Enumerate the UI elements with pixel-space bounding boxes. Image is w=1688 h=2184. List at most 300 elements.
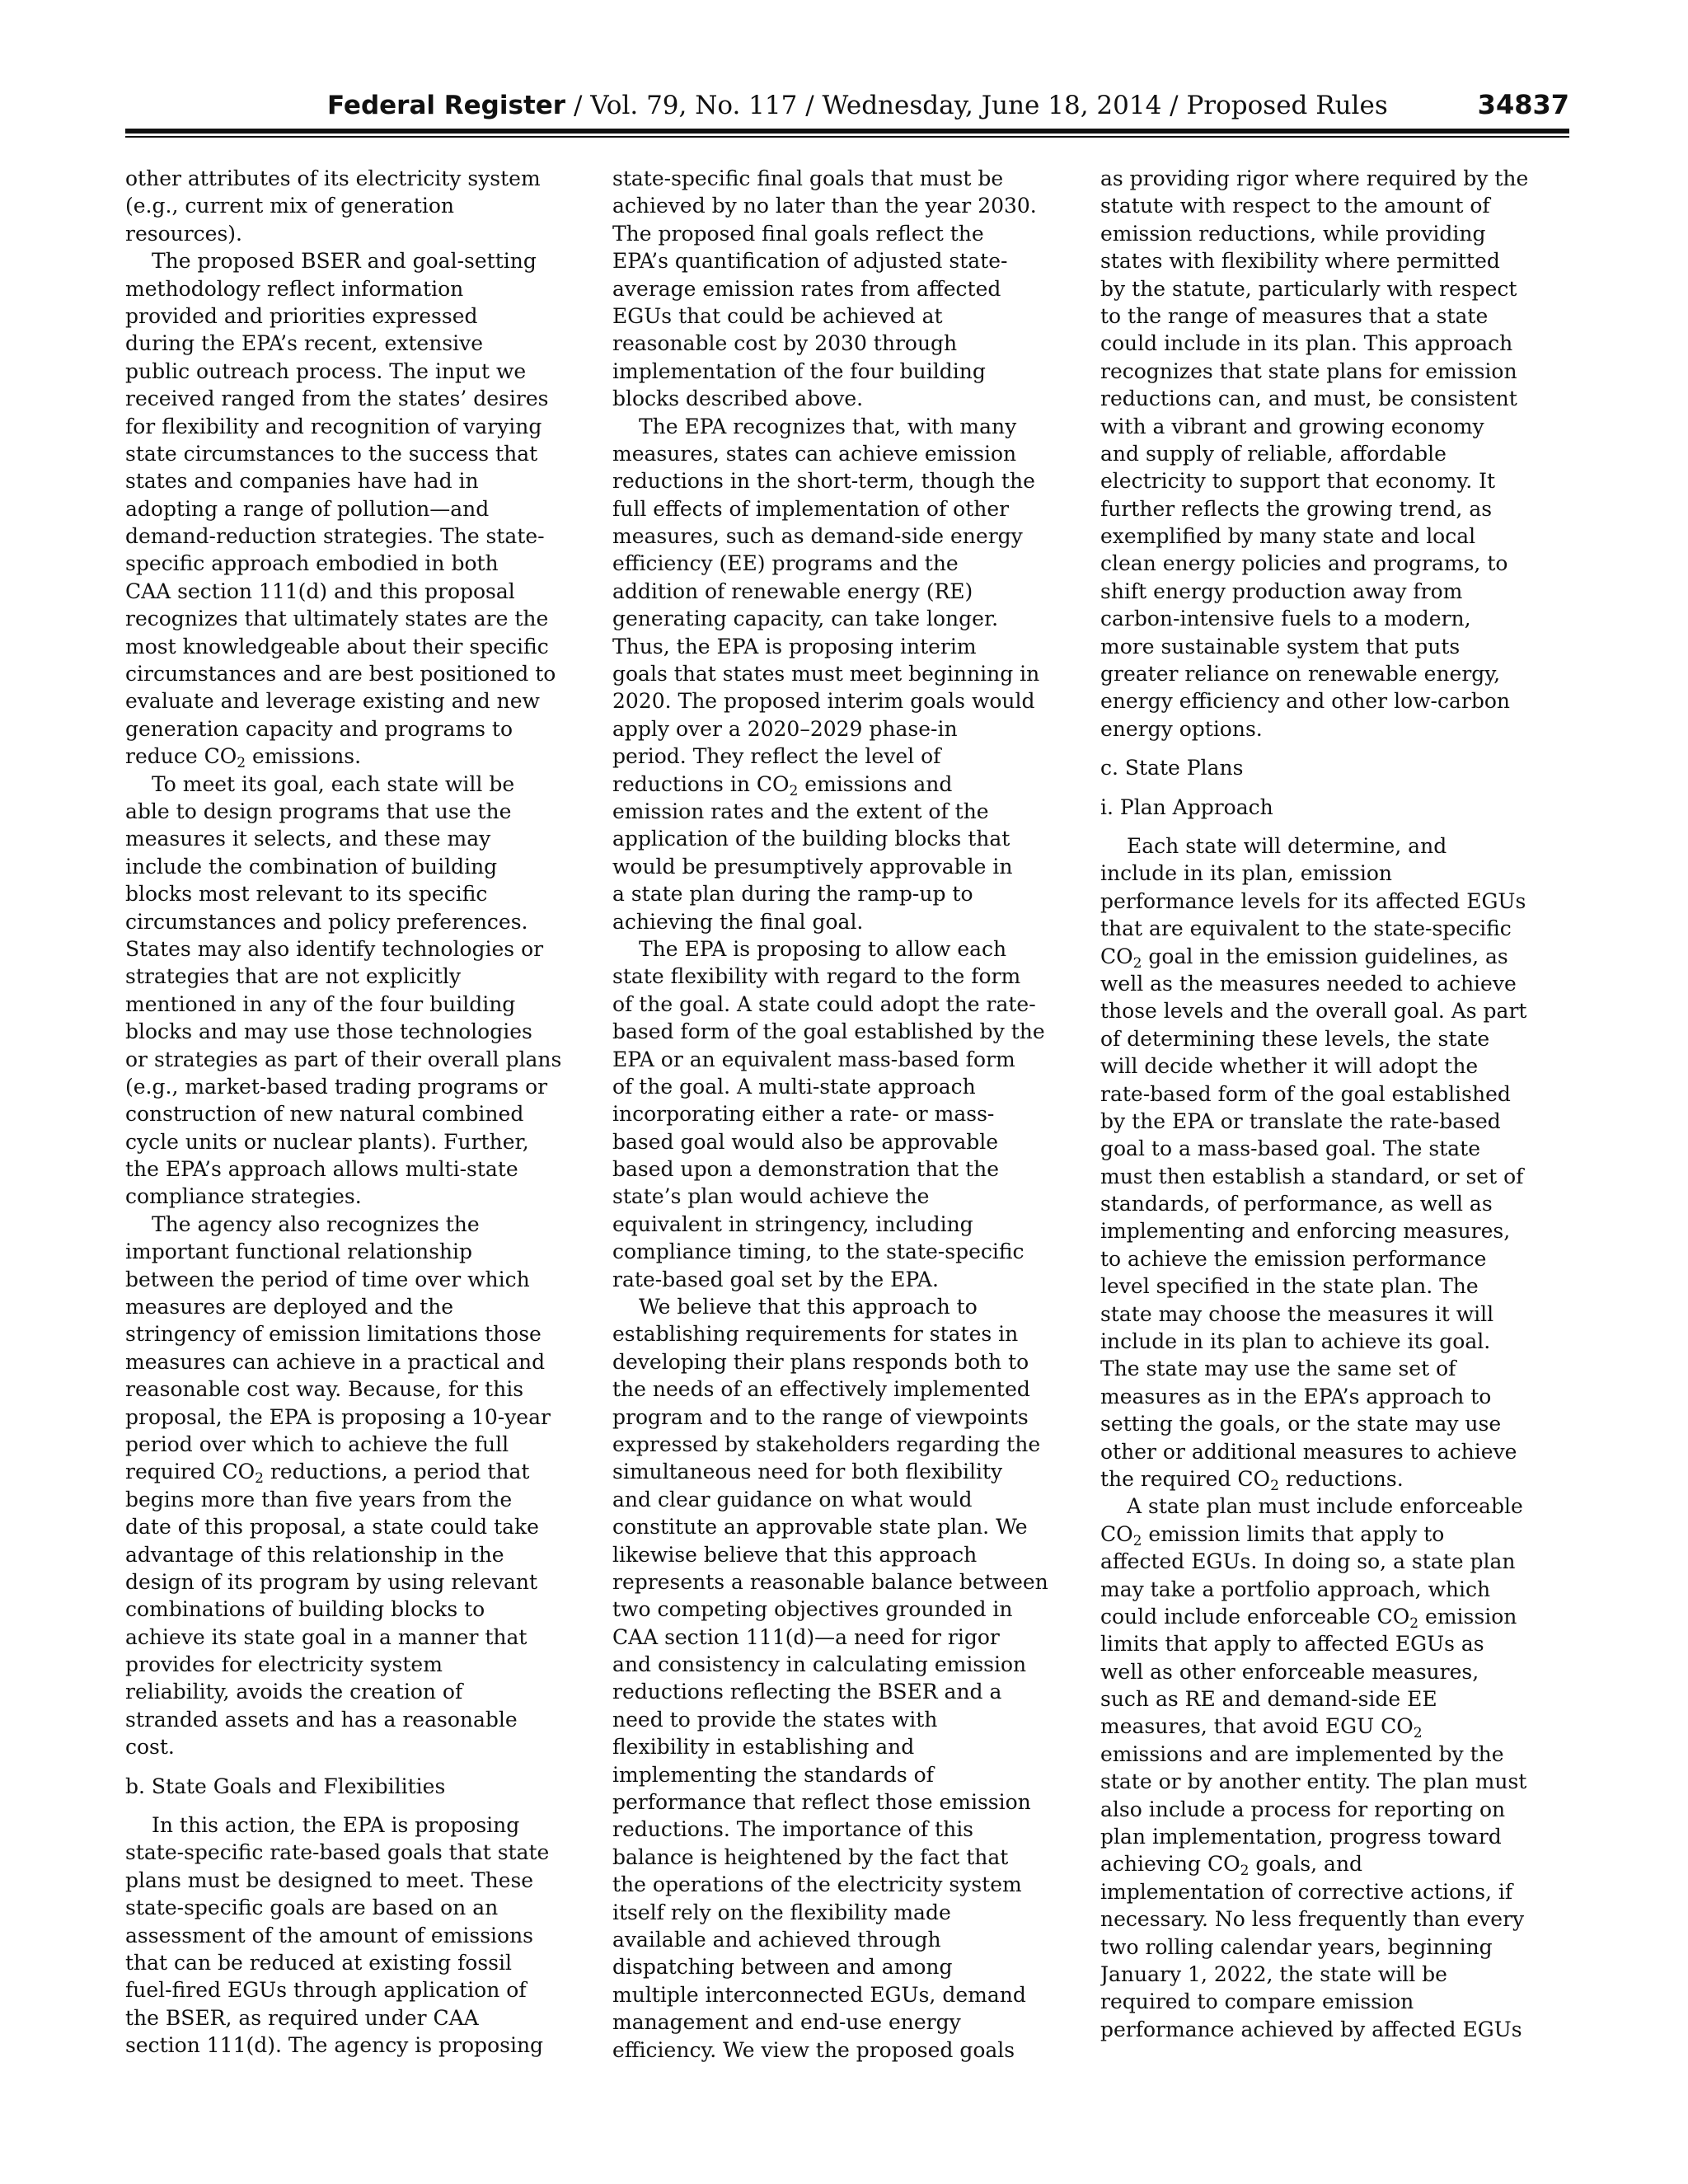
text-line	[1100, 1135, 1554, 1162]
text-line	[1100, 302, 1554, 330]
text-line	[1100, 1768, 1554, 1795]
text-line	[1100, 1630, 1554, 1657]
text-line	[612, 385, 1066, 412]
text-run: simultaneous need for both flexibility	[612, 1460, 1003, 1484]
text-run: management and end-use energy	[612, 2010, 961, 2035]
text-line	[125, 247, 579, 274]
text-run: adopting a range of pollution—and	[125, 496, 490, 521]
text-run: CO	[1100, 944, 1133, 968]
text-line	[1100, 495, 1554, 523]
text-run: emission rates and the extent of the	[612, 799, 989, 823]
text-run: must then establish a standard, or set of	[1100, 1164, 1524, 1188]
text-line	[125, 1624, 579, 1651]
text-line	[612, 1596, 1066, 1623]
text-run: measures as in the EPA’s approach to	[1100, 1384, 1492, 1408]
header-volume: Vol. 79, No. 117	[590, 91, 798, 120]
text-run: will decide whether it will adopt the	[1100, 1054, 1479, 1079]
text-line	[612, 1871, 1066, 1898]
text-run: combinations of building blocks to	[125, 1597, 485, 1622]
text-run: of the goal. A multi-state approach	[612, 1074, 976, 1099]
spacer	[125, 1761, 579, 1773]
text-line	[125, 275, 579, 302]
text-line	[612, 2036, 1066, 2064]
text-line	[125, 1773, 579, 1800]
text-line	[612, 1953, 1066, 1980]
text-line	[125, 908, 579, 935]
page-header	[125, 87, 1569, 130]
text-line	[125, 1046, 579, 1073]
text-run: well as the measures needed to achieve	[1100, 971, 1517, 996]
text-run: required to compare emission	[1100, 1990, 1414, 2014]
text-run: electricity to support that economy. It	[1100, 469, 1496, 494]
text-run: reductions reflecting the BSER and a	[612, 1680, 1002, 1704]
header-date: Wednesday, June 18, 2014	[822, 91, 1162, 120]
text-run: states with flexibility where permitted	[1100, 249, 1500, 274]
text-run: measures, such as demand-side energy	[612, 524, 1023, 549]
text-run: state flexibility with regard to the form	[612, 964, 1021, 989]
subscript: 2	[1240, 1863, 1250, 1880]
text-run: necessary. No less frequently than every	[1100, 1907, 1525, 1932]
text-line	[125, 1867, 579, 1894]
text-run: establishing requirements for states in	[612, 1322, 1019, 1347]
text-run: i. Plan Approach	[1100, 794, 1273, 819]
text-line	[612, 908, 1066, 935]
text-run: c. State Plans	[1100, 756, 1244, 780]
text-line	[1100, 1108, 1554, 1135]
text-run: include in its plan, emission	[1100, 861, 1393, 886]
text-run: itself rely on the flexibility made	[612, 1900, 951, 1924]
text-line	[1100, 165, 1554, 192]
text-run: evaluate and leverage existing and new	[125, 689, 540, 714]
text-run: implementation of corrective actions, if	[1100, 1879, 1513, 1904]
text-line	[125, 2004, 579, 2032]
text-run: clean energy policies and programs, to	[1100, 551, 1508, 576]
text-line	[1100, 1961, 1554, 1988]
text-line	[125, 578, 579, 605]
text-line	[612, 1183, 1066, 1210]
text-line	[1100, 1713, 1554, 1740]
text-run: To meet its goal, each state will be	[152, 771, 515, 796]
text-run: reduce CO	[125, 744, 237, 769]
text-run: Thus, the EPA is proposing interim	[612, 634, 977, 658]
text-run: by the EPA or translate the rate-based	[1100, 1108, 1501, 1133]
text-line	[612, 523, 1066, 550]
text-run: The proposed final goals reflect the	[612, 221, 984, 246]
text-line	[612, 495, 1066, 523]
text-line	[125, 165, 579, 192]
text-run: state or by another entity. The plan must	[1100, 1769, 1527, 1794]
text-run: rate-based form of the goal established	[1100, 1081, 1511, 1106]
text-run: States may also identify technologies or	[125, 936, 544, 961]
text-line	[612, 1568, 1066, 1596]
text-run: and supply of reliable, affordable	[1100, 441, 1447, 466]
text-run: goals, and	[1249, 1852, 1363, 1877]
text-run: level specified in the state plan. The	[1100, 1274, 1479, 1299]
text-line	[1100, 1521, 1554, 1548]
text-run: plans must be designed to meet. These	[125, 1868, 534, 1892]
header-publication: Federal Register	[327, 91, 566, 120]
text-run: emissions and	[798, 771, 953, 796]
text-line	[1100, 1052, 1554, 1080]
text-line	[125, 715, 579, 743]
text-line	[1100, 1245, 1554, 1272]
text-line	[1100, 1741, 1554, 1768]
text-line	[125, 1431, 579, 1458]
text-line	[1100, 385, 1554, 412]
text-run: full effects of implementation of other	[612, 496, 1010, 521]
text-run: developing their plans responds both to	[612, 1349, 1029, 1374]
text-line	[1100, 358, 1554, 385]
text-line	[1100, 715, 1554, 743]
spacer	[125, 1800, 579, 1811]
text-run: The state may use the same set of	[1100, 1357, 1456, 1381]
text-line	[612, 1513, 1066, 1540]
subscript: 2	[255, 1470, 264, 1488]
text-line	[1100, 1217, 1554, 1244]
text-line	[612, 771, 1066, 798]
subscript: 2	[1409, 1615, 1419, 1632]
text-run: public outreach process. The input we	[125, 359, 527, 383]
text-line	[1100, 1603, 1554, 1630]
text-line	[612, 2008, 1066, 2036]
text-run: We believe that this approach to	[639, 1295, 978, 1319]
text-run: goal to a mass-based goal. The state	[1100, 1137, 1480, 1161]
subscript: 2	[789, 782, 799, 799]
text-run: b. State Goals and Flexibilities	[125, 1774, 446, 1798]
text-run: carbon-intensive fuels to a modern,	[1100, 607, 1471, 631]
text-line	[1100, 1190, 1554, 1217]
text-line	[1100, 523, 1554, 550]
text-run: states and companies have had in	[125, 469, 479, 494]
text-line	[612, 1018, 1066, 1045]
text-run: standards, of performance, as well as	[1100, 1192, 1493, 1216]
text-run: measures are deployed and the	[125, 1295, 454, 1319]
text-run: stranded assets and has a reasonable	[125, 1707, 518, 1732]
text-run: rate-based goal set by the EPA.	[612, 1267, 939, 1291]
text-line	[612, 687, 1066, 715]
text-line	[125, 825, 579, 852]
text-line	[125, 1651, 579, 1678]
text-line	[125, 1976, 579, 2004]
text-run: demand-reduction strategies. The state-	[125, 524, 545, 549]
text-line	[612, 440, 1066, 467]
text-run: The EPA recognizes that, with many	[639, 414, 1017, 438]
header-page-number: 34837	[1477, 89, 1569, 120]
text-run: such as RE and demand-side EE	[1100, 1687, 1437, 1712]
text-line	[1100, 1465, 1554, 1493]
text-line	[612, 1651, 1066, 1678]
text-line	[125, 1839, 579, 1866]
text-line	[125, 1128, 579, 1155]
text-run: limits that apply to affected EGUs as	[1100, 1632, 1484, 1657]
text-line	[1100, 1410, 1554, 1437]
text-line	[125, 1458, 579, 1488]
text-line	[612, 633, 1066, 660]
text-line	[125, 1018, 579, 1045]
text-run: resources).	[125, 221, 243, 246]
text-line	[1100, 1988, 1554, 2015]
text-line	[612, 880, 1066, 907]
text-line	[612, 1706, 1066, 1733]
text-line	[1100, 1878, 1554, 1905]
text-run: of determining these levels, the state	[1100, 1026, 1490, 1051]
text-run: also include a process for reporting on	[1100, 1797, 1506, 1821]
text-line	[612, 715, 1066, 743]
text-line	[612, 1100, 1066, 1127]
text-line	[612, 1431, 1066, 1458]
text-run: the EPA’s approach allows multi-state	[125, 1157, 518, 1182]
text-run: reductions, a period that	[264, 1460, 530, 1484]
text-line	[612, 660, 1066, 687]
text-line	[1100, 660, 1554, 687]
text-run: The proposed BSER and goal-setting	[152, 249, 537, 274]
text-column-3	[1100, 165, 1554, 2043]
text-run: CO	[1100, 1521, 1133, 1546]
text-run: affected EGUs. In doing so, a state plan	[1100, 1549, 1516, 1574]
text-run: reductions.	[1278, 1466, 1404, 1491]
text-line	[125, 1541, 579, 1568]
text-line	[1100, 943, 1554, 970]
text-run: reductions. The importance of this	[612, 1817, 974, 1842]
text-line	[125, 1293, 579, 1320]
text-run: compliance strategies.	[125, 1184, 362, 1209]
text-run: period. They reflect the level of	[612, 744, 941, 769]
text-line	[1100, 997, 1554, 1024]
text-run: measures can achieve in a practical and	[125, 1349, 546, 1374]
text-line	[1100, 860, 1554, 887]
text-line	[1100, 1685, 1554, 1713]
text-run: exemplified by many state and local	[1100, 524, 1476, 549]
text-line	[612, 935, 1066, 963]
text-line	[125, 1733, 579, 1760]
text-run: (e.g., current mix of generation	[125, 194, 454, 218]
text-line	[612, 1486, 1066, 1513]
text-run: during the EPA’s recent, extensive	[125, 331, 484, 356]
text-run: generating capacity, can take longer.	[612, 607, 999, 631]
text-line	[125, 385, 579, 412]
text-run: to achieve the emission performance	[1100, 1246, 1487, 1271]
text-run: goals that states must meet beginning in	[612, 662, 1040, 687]
text-line	[612, 192, 1066, 219]
text-line	[125, 1238, 579, 1265]
text-run: with a vibrant and growing economy	[1100, 414, 1484, 438]
header-citation: Federal Register / Vol. 79, No. 117 / Wednesday, June 18, 2014 / Proposed Rules	[327, 91, 1388, 120]
text-run: EGUs that could be achieved at	[612, 303, 943, 328]
text-line	[125, 2032, 579, 2059]
text-run: application of the building blocks that	[612, 827, 1010, 851]
text-run: the BSER, as required under CAA	[125, 2005, 479, 2030]
text-run: compliance timing, to the state-specific	[612, 1240, 1025, 1264]
text-line	[1100, 970, 1554, 997]
text-run: performance achieved by affected EGUs	[1100, 2017, 1522, 2041]
text-run: measures, that avoid EGU CO	[1100, 1714, 1414, 1739]
text-run: reasonable cost by 2030 through	[612, 331, 958, 356]
text-run: likewise believe that this approach	[612, 1542, 978, 1567]
text-run: provides for electricity system	[125, 1652, 443, 1677]
text-line	[125, 1404, 579, 1431]
text-run: as providing rigor where required by the	[1100, 166, 1529, 190]
text-line	[125, 1949, 579, 1976]
text-line	[612, 358, 1066, 385]
text-run: blocks and may use those technologies	[125, 1019, 532, 1044]
text-line	[612, 1155, 1066, 1183]
text-run: well as other enforceable measures,	[1100, 1659, 1479, 1684]
text-line	[612, 578, 1066, 605]
text-line	[125, 1596, 579, 1623]
text-run: energy options.	[1100, 716, 1263, 741]
text-run: shift energy production away from	[1100, 579, 1463, 603]
text-run: design of its program by using relevant	[125, 1569, 538, 1594]
text-line	[125, 1376, 579, 1403]
text-run: may take a portfolio approach, which	[1100, 1577, 1491, 1601]
text-line	[612, 825, 1066, 852]
text-run: fuel-fired EGUs through application of	[125, 1978, 527, 2003]
text-run: reductions in the short-term, though the	[612, 469, 1035, 494]
text-run: achieved by no later than the year 2030.	[612, 194, 1037, 218]
text-run: emission reductions, while providing	[1100, 221, 1486, 246]
text-run: could include enforceable CO	[1100, 1604, 1410, 1629]
text-line	[612, 1348, 1066, 1376]
text-run: efficiency. We view the proposed goals	[612, 2037, 1015, 2062]
text-run: achieve its state goal in a manner that	[125, 1624, 528, 1649]
text-run: implementing and enforcing measures,	[1100, 1219, 1511, 1244]
text-line	[612, 1899, 1066, 1926]
text-run: further reflects the growing trend, as	[1100, 496, 1493, 521]
header-rule-thick	[125, 129, 1569, 134]
text-line	[125, 1894, 579, 1921]
text-line	[612, 743, 1066, 770]
text-run: program and to the range of viewpoints	[612, 1404, 1029, 1429]
text-run: measures, states can achieve emission	[612, 441, 1017, 466]
text-line	[125, 771, 579, 798]
subscript: 2	[1132, 1532, 1142, 1549]
text-line	[612, 1788, 1066, 1816]
text-run: by the statute, particularly with respect	[1100, 276, 1517, 301]
text-run: In this action, the EPA is proposing	[152, 1813, 520, 1838]
text-run: received ranged from the states’ desires	[125, 387, 549, 411]
text-run: Each state will determine, and	[1127, 833, 1447, 858]
text-run: balance is heightened by the fact that	[612, 1844, 1009, 1869]
text-run: expressed by stakeholders regarding the	[612, 1432, 1041, 1456]
text-run: would be presumptively approvable in	[612, 854, 1013, 879]
text-line	[1100, 1301, 1554, 1328]
text-run: efficiency (EE) programs and the	[612, 551, 959, 576]
text-line	[1100, 578, 1554, 605]
text-line	[612, 798, 1066, 825]
text-line	[125, 1513, 579, 1540]
text-run: performance that reflect those emission	[612, 1790, 1031, 1815]
header-rule-thin	[125, 136, 1569, 138]
text-run: advantage of this relationship in the	[125, 1542, 504, 1567]
text-run: addition of renewable energy (RE)	[612, 579, 973, 603]
text-line	[612, 302, 1066, 330]
text-run: EPA’s quantification of adjusted state-	[612, 249, 1008, 274]
text-run: important functional relationship	[125, 1240, 473, 1264]
text-line	[1100, 1796, 1554, 1823]
text-line	[1100, 413, 1554, 440]
text-run: emissions.	[246, 744, 362, 769]
text-run: state-specific rate-based goals that state	[125, 1840, 550, 1865]
text-run: generation capacity and programs to	[125, 716, 513, 741]
text-line	[125, 1073, 579, 1100]
text-line	[612, 1293, 1066, 1320]
text-line	[1100, 440, 1554, 467]
subscript: 2	[1132, 954, 1142, 972]
text-line	[1100, 1933, 1554, 1961]
text-run: of the goal. A state could adopt the rate-	[612, 991, 1036, 1016]
subscript: 2	[1413, 1725, 1423, 1742]
text-run: blocks most relevant to its specific	[125, 882, 488, 907]
text-line	[125, 440, 579, 467]
text-line	[1100, 1438, 1554, 1465]
text-line	[125, 1211, 579, 1238]
subscript: 2	[1270, 1477, 1279, 1494]
text-line	[1100, 888, 1554, 915]
text-line	[125, 1922, 579, 1949]
text-line	[612, 853, 1066, 880]
text-line	[1100, 1658, 1554, 1685]
text-run: most knowledgeable about their specific	[125, 634, 549, 658]
text-line	[1100, 1080, 1554, 1108]
text-run: achieving CO	[1100, 1852, 1240, 1877]
text-line	[125, 743, 579, 770]
text-run: begins more than five years from the	[125, 1487, 513, 1511]
text-line	[612, 1541, 1066, 1568]
text-run: that are equivalent to the state-specific	[1100, 916, 1512, 941]
text-run: reductions in CO	[612, 771, 790, 796]
text-run: proposal, the EPA is proposing a 10-year	[125, 1404, 551, 1429]
text-line	[612, 247, 1066, 274]
text-run: apply over a 2020–2029 phase-in	[612, 716, 958, 741]
text-line	[612, 330, 1066, 357]
text-line	[612, 550, 1066, 577]
text-run: measures it selects, and these may	[125, 827, 491, 851]
text-line	[125, 1568, 579, 1596]
text-line	[612, 1266, 1066, 1293]
text-run: implementation of the four building	[612, 359, 986, 383]
text-run: two rolling calendar years, beginning	[1100, 1934, 1493, 1959]
text-line	[1100, 754, 1554, 781]
text-run: to the range of measures that a state	[1100, 303, 1489, 328]
text-run: required CO	[125, 1460, 256, 1484]
text-line	[1100, 1025, 1554, 1052]
text-line	[612, 1073, 1066, 1100]
text-line	[125, 330, 579, 357]
text-line	[1100, 1383, 1554, 1410]
text-line	[1100, 330, 1554, 357]
text-line	[1100, 794, 1554, 821]
text-run: or strategies as part of their overall plans	[125, 1047, 562, 1071]
text-line	[125, 192, 579, 219]
text-line	[612, 1238, 1066, 1265]
text-run: energy efficiency and other low-carbon	[1100, 689, 1510, 714]
text-run: those levels and the overall goal. As part	[1100, 999, 1527, 1024]
text-line	[125, 660, 579, 687]
text-run: The EPA is proposing to allow each	[639, 936, 1007, 961]
text-line	[612, 1624, 1066, 1651]
text-run: that can be reduced at existing fossil	[125, 1951, 513, 1975]
text-line	[125, 550, 579, 577]
text-line	[125, 1100, 579, 1127]
text-run: constitute an approvable state plan. We	[612, 1515, 1028, 1540]
text-line	[612, 1981, 1066, 2008]
header-section: Proposed Rules	[1186, 91, 1388, 120]
text-line	[612, 1046, 1066, 1073]
text-run: date of this proposal, a state could take	[125, 1515, 539, 1540]
text-line	[125, 1266, 579, 1293]
text-run: statute with respect to the amount of	[1100, 194, 1490, 218]
text-line	[125, 1706, 579, 1733]
